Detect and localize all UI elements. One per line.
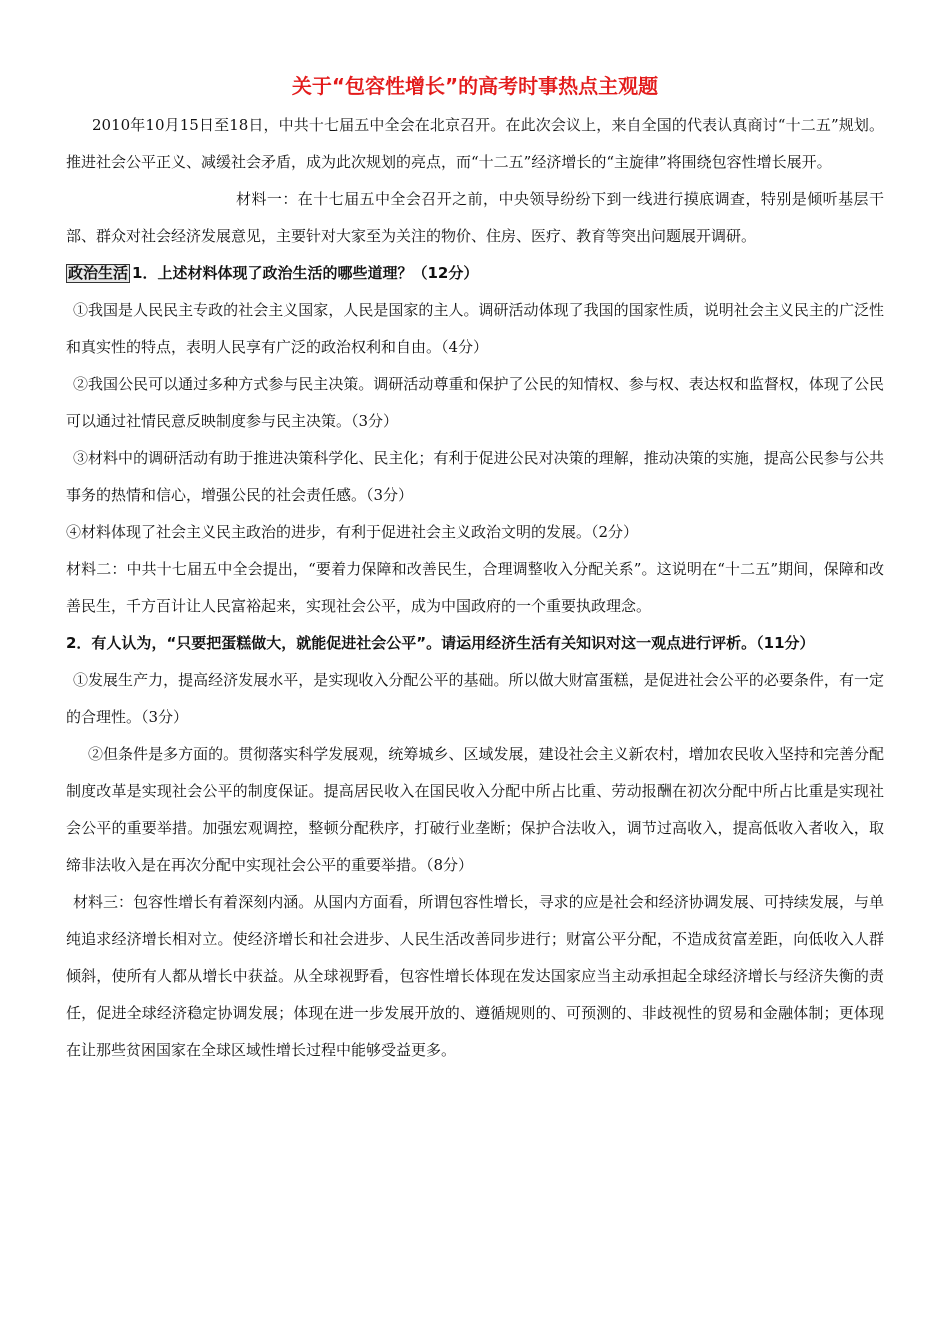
- answer-2-1: ①发展生产力，提高经济发展水平，是实现收入分配公平的基础。所以做大财富蛋糕，是促进社会公平的必要条件，有一定的合理性。（3分）: [66, 671, 884, 726]
- question-2-text: 2．有人认为，“只要把蛋糕做大，就能促进社会公平”。请运用经济生活有关知识对这一观点进行评析。（11分）: [66, 634, 815, 652]
- material-1: 材料一：在十七届五中全会召开之前，中央领导纷纷下到一线进行摸底调查，特别是倾听基层干部、群众对社会经济发展意见，主要针对大家至为关注的物价、住房、医疗、教育等突出问题展开调研。: [66, 190, 884, 245]
- subject-tag: 政治生活: [68, 264, 129, 282]
- answer-1-2: ②我国公民可以通过多种方式参与民主决策。调研活动尊重和保护了公民的知情权、参与权、表达权和监督权，体现了公民可以通过社情民意反映制度参与民主决策。（3分）: [66, 375, 884, 430]
- answer-1-1: ①我国是人民民主专政的社会主义国家，人民是国家的主人。调研活动体现了我国的国家性质，说明社会主义民主的广泛性和真实性的特点，表明人民享有广泛的政治权利和自由。（4分）: [66, 301, 884, 356]
- question-1-text: 1．上述材料体现了政治生活的哪些道理？（12分）: [132, 264, 479, 282]
- answer-1-4: ④材料体现了社会主义民主政治的进步，有利于促进社会主义政治文明的发展。（2分）: [66, 523, 639, 541]
- material-2: 材料二：中共十七届五中全会提出，“要着力保障和改善民生，合理调整收入分配关系”。这说明在“十二五”期间，保障和改善民生，千方百计让人民富裕起来，实现社会公平，成为中国政府的一个重要执政理念。: [66, 560, 884, 615]
- answer-1-3: ③材料中的调研活动有助于推进决策科学化、民主化；有利于促进公民对决策的理解，推动决策的实施，提高公民参与公共事务的热情和信心，增强公民的社会责任感。（3分）: [66, 449, 884, 504]
- answer-2-2: ②但条件是多方面的。贯彻落实科学发展观，统筹城乡、区域发展，建设社会主义新农村，增加农民收入坚持和完善分配制度改革是实现社会公平的制度保证。提高居民收入在国民收入分配中所占比重、劳动报酬在初次分配中所占比重是实现社会公平的重要举措。加强宏观调控，整顿分配秩序，打破行业垄断；保护合法收入，调节过高收入，提高低收入者收入，取缔非法收入是在再次分配中实现社会公平的重要举措。（8分）: [66, 745, 884, 874]
- page-title: 关于“包容性增长”的高考时事热点主观题: [291, 74, 659, 98]
- question-1: [66, 255, 884, 292]
- material-3: 材料三：包容性增长有着深刻内涵。从国内方面看，所谓包容性增长，寻求的应是社会和经济协调发展、可持续发展，与单纯追求经济增长相对立。使经济增长和社会进步、人民生活改善同步进行；财富公平分配，不造成贫富差距，向低收入人群倾斜，使所有人都从增长中获益。从全球视野看，包容性增长体现在发达国家应当主动承担起全球经济增长与经济失衡的责任，促进全球经济稳定协调发展；体现在进一步发展开放的、遵循规则的、可预测的、非歧视性的贸易和金融体制；更体现在让那些贫困国家在全球区域性增长过程中能够受益更多。: [66, 893, 884, 1059]
- intro-paragraph: 2010年10月15日至18日，中共十七届五中全会在北京召开。在此次会议上，来自全国的代表认真商讨“十二五”规划。推进社会公平正义、减缓社会矛盾，成为此次规划的亮点，而“十二五”经济增长的“主旋律”将围绕包容性增长展开。: [66, 116, 884, 171]
